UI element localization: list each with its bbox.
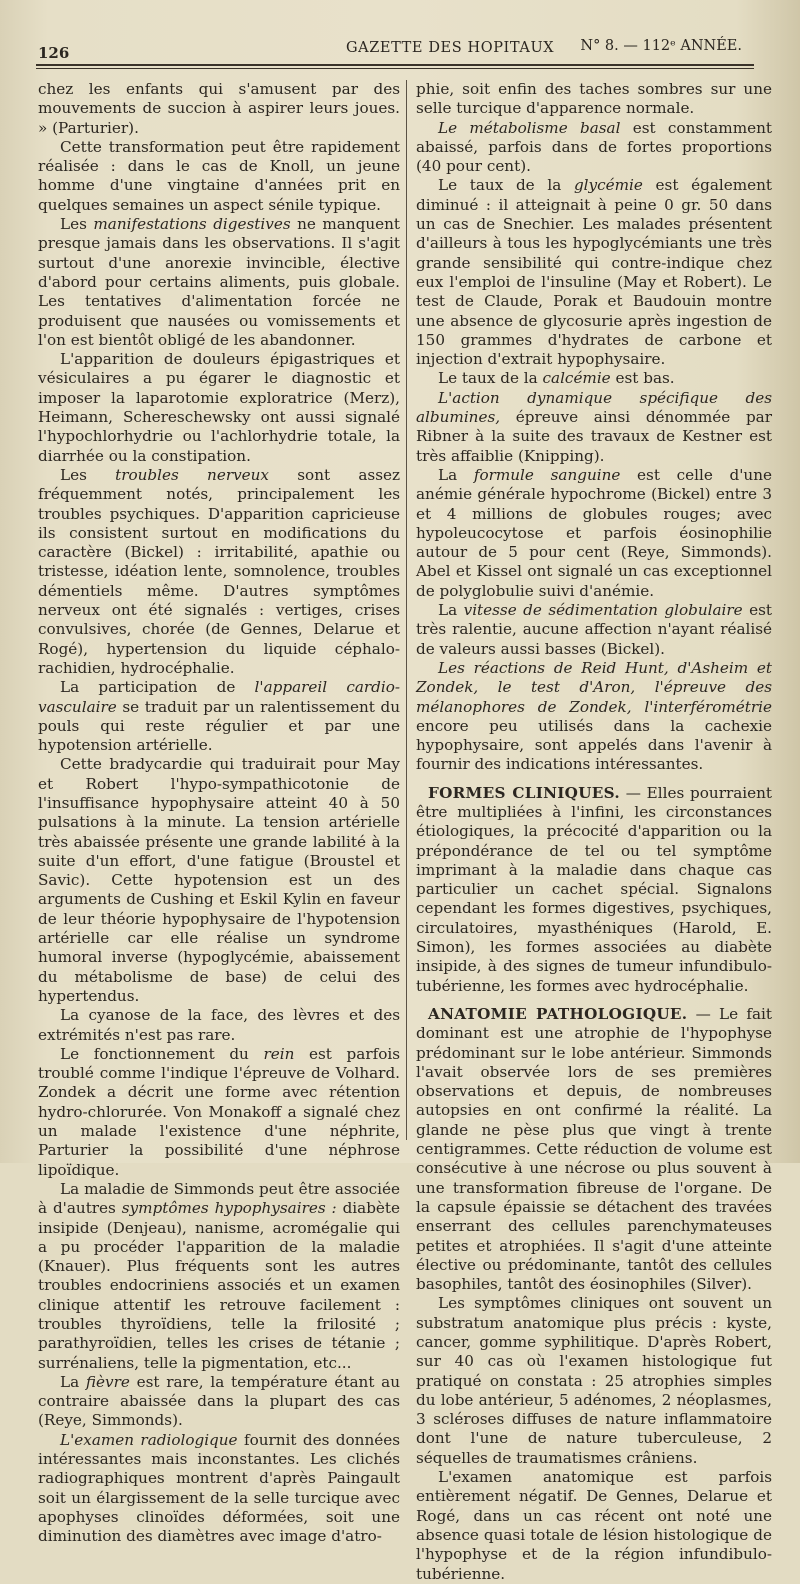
italic-term: l'appareil cardio-vasculaire [38,678,400,716]
text-run: est également diminué : il atteignait à peine 0 gr. 50 dans un cas de Snechier. Les malades présentent d'ailleurs à tous les hypoglycémiants une très grande sensibilité qui contre-indique chez eux l'emploi de l'insuline (May et Robert). Le test de Claude, Porak et Baudouin montre une absence de glycosurie après ingestion de 150 grammes d'hydrates de carbone et injection d'extrait hypophysaire. [416,176,772,369]
italic-term: Le métabolisme basal [438,118,621,137]
text-run: Le taux de la [438,176,574,195]
italic-term: Les réactions de Reid Hunt, d'Asheim et Zondek, le test d'Aron, l'épreuve des mélanophores de Zondek, l'interférométrie [416,658,772,716]
text-run: est rare, la température étant au contraire abaissée dans la plupart des cas (Reye, Simmonds). [38,1372,401,1430]
italic-term: troubles nerveux [115,465,269,484]
text-run: diabète insipide (Denjeau), nanisme, acromégalie qui a pu procéder l'apparition de la maladie (Knauer). Plus fréquents sont les autres troubles endocriniens associés et un examen clinique attentif les retrouve facilement : troubles thyroïdiens, telle la frilosité ; parathyroïdien, telles les crises de tétanie ; surrénaliens, telle la pigmentation, etc... [38,1199,401,1372]
header-rule [36,64,754,66]
text-run: Les symptômes cliniques ont souvent un substratum anatomique plus précis : kyste, cancer, gomme syphilitique. D'après Robert, sur 40 cas où l'examen histologique fut pratiqué on constata : 25 atrophies simples du lobe antérieur, 5 adénomes, 2 néoplasmes, 3 scléroses diffuses de nature inflammatoire dont l'une de nature tuberculeuse, 2 séquelles de traumatismes crâniens. [416,1294,772,1467]
paragraph [416,659,772,775]
section-paragraph [416,784,772,996]
italic-term: manifestations digestives [93,215,291,234]
text-run: La maladie de Simmonds peut être associée à d'autres [38,1179,400,1218]
right-column [416,80,772,1584]
text-run: est bas. [610,369,675,388]
text-run: se traduit par un ralentissement du pouls qui reste régulier et par une hypotension artérielle. [38,697,400,755]
text-run: épreuve ainsi dénommée par Ribner à la suite des travaux de Kestner est très affaiblie (Knipping). [416,408,772,465]
italic-term: calcémie [542,369,611,388]
left-column [38,80,400,1547]
italic-term: fièvre [85,1372,130,1391]
text-run: encore peu utilisés dans la cachexie hypophysaire, sont appelés dans l'avenir à fournir des indications intéressantes. [416,716,772,774]
italic-term: glycémie [573,176,643,195]
italic-term: formule sanguine [473,465,621,484]
paragraph [38,1006,400,1045]
text-run: Cette transformation peut être rapidement réalisée : dans le cas de Knoll, un jeune homme d'une vingtaine d'années prit en quelques semaines un aspect sénile typique. [38,137,400,214]
text-run: sont assez fréquemment notés, principalement les troubles psychiques. D'apparition capricieuse ils consistent surtout en modifications du caractère (Bickel) : irritabilité, apathie ou tristesse, idéation lente, somnolence, troubles démentiels même. D'autres symptômes nerveux ont été signalés : vertiges, crises convulsives, chorée (de Gennes, Delarue et Rogé), hypertension du liquide céphalo-rachidien, hydrocéphalie. [38,465,400,677]
italic-term: rein [263,1044,295,1063]
paragraph [38,1180,400,1373]
paragraph [416,1294,772,1468]
paragraph [416,1468,772,1584]
text-run: L'apparition de douleurs épigastriques et vésiculaires a pu égarer le diagnostic et imposer la laparotomie exploratrice (Merz), Heimann, Schereschewsky ont aussi signalé l'hypochlorhydrie ou l'achlorhydrie totale, la diarrhée ou la constipation. [38,350,400,465]
text-run: est parfois troublé comme l'indique l'épreuve de Volhard. Zondek a décrit une forme avec rétention hydro-chlorurée. Von Monakoff a signalé chez un malade l'existence d'une néphrite, Parturier la possibilité d'une néphrose lipoïdique. [38,1044,400,1179]
paragraph [416,389,772,466]
paragraph [38,350,400,466]
text-run: Cette bradycardie qui traduirait pour May et Robert l'hypo-sympathicotonie de l'insuffisance hypophysaire atteint 40 à 50 pulsations à la minute. La tension artérielle très abaissée présente une grande labilité à la suite d'un effort, d'une fatigue (Broustel et Savic). Cette hypotension est un des arguments de Cushing et Eskil Kylin en faveur de leur théorie hypophysaire de l'hypotension artérielle car elle réalise un syndrome humoral inverse (hypoglycémie, abaissement du métabolisme de base) de celui des hypertendus. [38,755,400,1005]
paragraph [38,1045,400,1180]
text-run: est très ralentie, aucune affection n'ayant réalisé de valeurs aussi basses (Bickel). [416,601,772,658]
text-run: Le taux de la [438,369,543,388]
paragraph [38,678,400,755]
paragraph [416,369,772,388]
text-run: est constamment abaissé, parfois dans de fortes proportions (40 pour cent). [416,118,772,176]
text-run: La [438,601,464,620]
italic-term: L'examen radiologique [60,1430,238,1449]
paragraph [416,80,772,119]
italic-term: vitesse de sédimentation globulaire [463,601,743,620]
section-paragraph [416,1005,772,1294]
text-run: est celle d'une anémie générale hypochrome (Bickel) entre 3 et 4 millions de globules rouges; avec hypoleucocytose et parfois éosinophilie autour de 5 pour cent (Reye, Simmonds). Abel et Kissel ont signalé un cas exceptionnel de polyglobulie suivi d'anémie. [416,465,772,600]
text-run: La cyanose de la face, des lèvres et des extrémités n'est pas rare. [38,1006,400,1044]
paragraph [416,466,772,601]
section-title: FORMES CLINIQUES. [428,783,620,802]
paragraph [38,215,400,350]
text-run: Les [60,465,116,484]
paragraph [38,138,400,215]
section-title: ANATOMIE PATHOLOGIQUE. [428,1004,688,1023]
text-run: La participation de [60,678,255,697]
text-run: La [60,1372,86,1391]
text-run: L'examen anatomique est parfois entièrement négatif. De Gennes, Delarue et Rogé, dans un cas récent ont noté une absence quasi totale de lésion histologique de l'hypophyse et de la région infundibulo-tubérienne. [416,1468,772,1583]
paragraph [38,80,400,138]
text-run: phie, soit enfin des taches sombres sur une selle turcique d'apparence normale. [416,80,772,118]
text-run: — Le fait dominant est une atrophie de l'hypophyse prédominant sur le lobe antérieur. Simmonds l'avait observée lors de ses premières observations et depuis, de nombreuses autopsies en ont confirmé la réalité. La glande ne pèse plus que vingt à trente centigrammes. Cette réduction de volume est consécutive à une nécrose ou plus souvent à une transformation fibreuse de l'organe. De la capsule épaissie se détachent des travées enserrant des cellules parenchymateuses petites et atrophiées. Il s'agit d'une atteinte élective ou prédominante, tantôt des cellules basophiles, tantôt des éosinophiles (Silver). [416,1004,772,1294]
page-header [36,34,760,62]
paragraph [38,1431,400,1547]
journal-title: GAZETTE DES HOPITAUX [346,40,555,56]
italic-term: symptômes hypophysaires : [121,1199,337,1218]
italic-term: L'action dynamique spécifique des albumines, [416,388,772,427]
page-number: 126 [38,44,70,62]
issue-info: N° 8. — 112ᵉ ANNÉE. [580,38,742,54]
paragraph [38,466,400,678]
text-run: — Elles pourraient être multipliées à l'infini, les circonstances étiologiques, la précocité d'apparition ou la prépondérance de tel ou tel symptôme imprimant à la maladie dans chaque cas particulier un cachet spécial. Signalons cependant les formes digestives, psychiques, circulatoires, myasthéniques (Harold, E. Simon), les formes associées au diabète insipide, à des signes de tumeur infundibulo-tubérienne, les formes avec hydrocéphalie. [416,783,772,995]
text-run: fournit des données intéressantes mais inconstantes. Les clichés radiographiques montrent d'après Paingault soit un élargissement de la selle turcique avec apophyses clinoïdes déformées, soit une diminution des diamètres avec image d'atro- [38,1430,400,1546]
text-run: Les [60,215,94,234]
paragraph [416,601,772,659]
text-run: La [438,465,474,484]
column-divider [406,80,407,1140]
paragraph [416,176,772,369]
paragraph [38,755,400,1006]
text-run: ne manquent presque jamais dans les observations. Il s'agit surtout d'une anorexie invincible, élective d'abord pour certains aliments, puis globale. Les tentatives d'alimentation forcée ne produisent que nausées ou vomissements et l'on est bientôt obligé de les abandonner. [38,215,400,349]
header-rule-thin [36,68,754,69]
paragraph [38,1373,400,1431]
text-run: chez les enfants qui s'amusent par des mouvements de succion à aspirer leurs joues. » (Parturier). [38,80,400,137]
text-run: Le fonctionnement du [60,1044,264,1063]
paragraph [416,119,772,177]
